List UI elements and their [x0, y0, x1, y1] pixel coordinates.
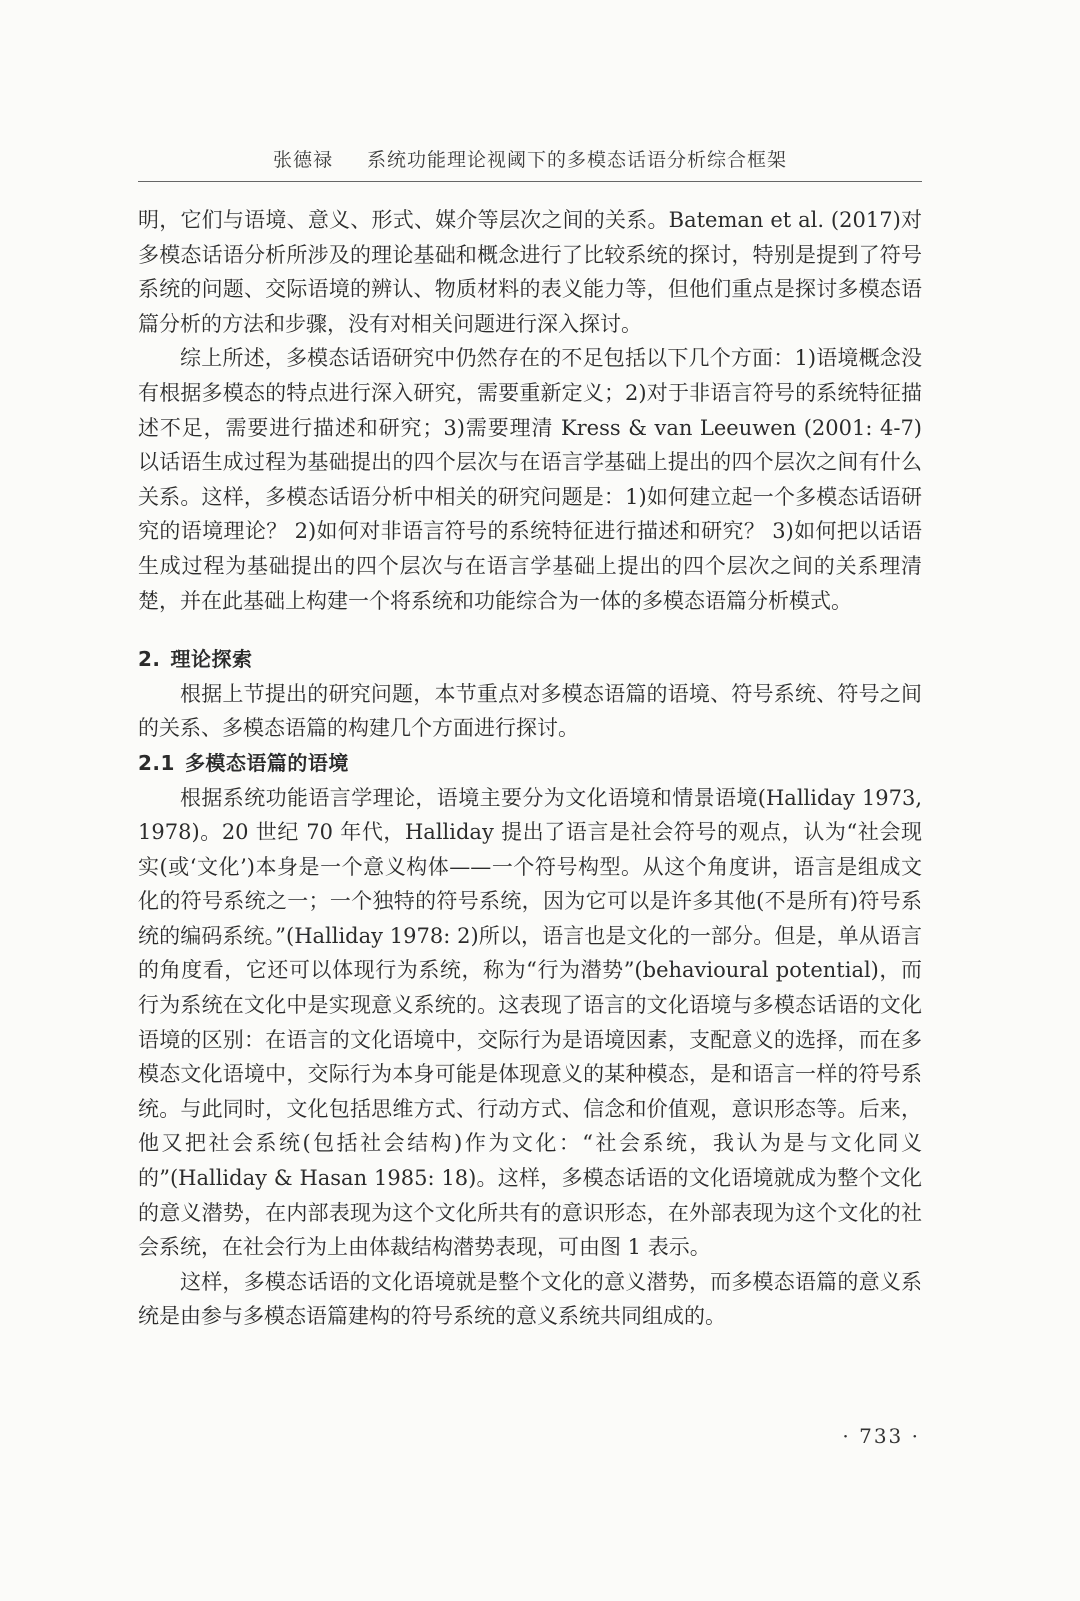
header-rule [138, 181, 922, 182]
paragraph-context-theory: 根据系统功能语言学理论，语境主要分为文化语境和情景语境(Halliday 1973, 1978)。20 世纪 70 年代，Halliday 提出了语言是社会符号的观点，认为“社会现实(或‘文化’)本身是一个意义构体——一个符号构型。从这个角度讲，语言是组成文化的符号系统之一；一个独特的符号系统，因为它可以是许多其他(不是所有)符号系统的编码系统。”(Halliday 1978: 2)所以，语言也是文化的一部分。但是，单从语言的角度看，它还可以体现行为系统，称为“行为潜势”(behavioural potential)，而行为系统在文化中是实现意义系统的。这表现了语言的文化语境与多模态话语的文化语境的区别：在语言的文化语境中，交际行为是语境因素，支配意义的选择，而在多模态文化语境中，交际行为本身可能是体现意义的某种模态，是和语言一样的符号系统。与此同时，文化包括思维方式、行动方式、信念和价值观，意识形态等。后来，他又把社会系统(包括社会结构)作为文化：“社会系统，我认为是与文化同义的”(Halliday & Hasan 1985: 18)。这样，多模态话语的文化语境就成为整个文化的意义潜势，在内部表现为这个文化所共有的意识形态，在外部表现为这个文化的社会系统，在社会行为上由体裁结构潜势表现，可由图 1 表示。 [138, 785, 922, 1260]
page-number: · 733 · [842, 1424, 920, 1448]
paragraph-meaning-system: 这样，多模态话语的文化语境就是整个文化的意义潜势，而多模态语篇的意义系统是由参与多模态语篇建构的符号系统的意义系统共同组成的。 [138, 1269, 922, 1329]
section-heading-2 [138, 642, 922, 677]
subsection-number: 2.1 [138, 750, 175, 775]
body-text [138, 203, 922, 1334]
paragraph-section-intro: 根据上节提出的研究问题，本节重点对多模态语篇的语境、符号系统、符号之间的关系、多模态语篇的构建几个方面进行探讨。 [138, 681, 922, 741]
paragraph-summary: 综上所述，多模态话语研究中仍然存在的不足包括以下几个方面：1)语境概念没有根据多模态的特点进行深入研究，需要重新定义；2)对于非语言符号的系统特征描述不足，需要进行描述和研究；3)需要理清 Kress & van Leeuwen (2001: 4-7) 以话语生成过程为基础提出的四个层次与在语言学基础上提出的四个层次之间有什么关系。这样，多模态话语分析中相关的研究问题是：1)如何建立起一个多模态话语研究的语境理论？ 2)如何对非语言符号的系统特征进行描述和研究？ 3)如何把以话语生成过程为基础提出的四个层次与在语言学基础上提出的四个层次之间的关系理清楚，并在此基础上构建一个将系统和功能综合为一体的多模态语篇分析模式。 [138, 346, 922, 613]
section-number: 2. [138, 647, 161, 672]
section-title: 理论探索 [170, 647, 253, 672]
section-heading-2-1 [138, 746, 922, 781]
running-head [138, 145, 922, 179]
paragraph-continued: 明，它们与语境、意义、形式、媒介等层次之间的关系。Bateman et al. (2017)对多模态话语分析所涉及的理论基础和概念进行了比较系统的探讨，特别是提到了符号系统的问题、交际语境的辨认、物质材料的表义能力等，但他们重点是探讨多模态语篇分析的方法和步骤，没有对相关问题进行深入探讨。 [138, 208, 922, 336]
running-head-title: 系统功能理论视阈下的多模态话语分析综合框架 [367, 149, 788, 171]
running-head-author: 张德禄 [272, 149, 333, 171]
subsection-title: 多模态语篇的语境 [184, 750, 349, 775]
